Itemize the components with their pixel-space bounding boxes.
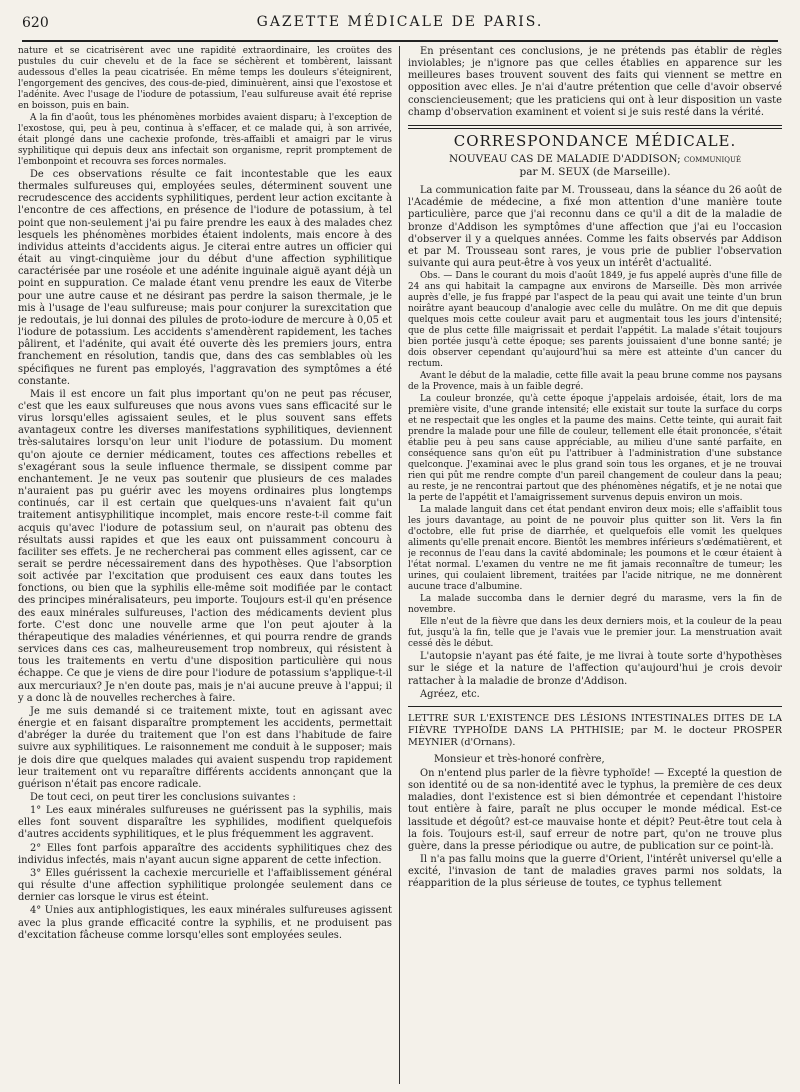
article-heading bbox=[408, 153, 782, 179]
left-column bbox=[18, 46, 392, 1084]
observation-paragraph: Obs. — Dans le courant du mois d'août 1849, je fus appelé auprès d'une fille de 24 ans qui habitait la campagne aux environs de Marseille. Dès mon arrivée auprès d'elle, je fus frappé par l'aspect de la peau qui avait une teinte d'un brun noirâtre ayant beaucoup d'analogie avec celle du mulâtre. On me dit que depuis quelques mois cette couleur avait paru et augmentait tous les jours d'intensité; que de plus cette fille maigrissait et perdait l'appétit. La malade s'était toujours bien portée jusqu'à cette époque; ses parents jouissaient d'une bonne santé; je dois observer cependant qu'aujourd'hui sa mère est atteinte d'un cancer du rectum. bbox=[408, 271, 782, 370]
observation-paragraph: La malade languit dans cet état pendant environ deux mois; elle s'affaiblit tous les jours davantage, au point de ne pouvoir plus quitter son lit. Vers la fin d'octobre, elle fut prise de diarrhée, et quelquefois elle vomit les quelques aliments qu'elle prenait encore. Bientôt les membres inférieurs s'œdématièrent, et je reconnus de l'eau dans la cavité abdominale; les poumons et le cœur étaient à l'état normal. L'examen du ventre ne me fit jamais reconnaître de tumeur; les urines, qui coulaient librement, traitées par l'acide nitrique, ne me donnèrent aucune trace d'albumine. bbox=[408, 505, 782, 593]
paragraph: De ces observations résulte ce fait incontestable que les eaux thermales sulfureuses qui, employées seules, déterminent souvent une recrudescence des accidents syphilitiques, perdent leur action excitante à l'encontre de ces affections, en présence de l'iodure de potassium, à tel point que non-seulement j'ai pu faire prendre les eaux à des malades chez lesquels les phénomènes morbides étaient indolents, mais encore à des individus atteints d'accidents aigus. Je citerai entre autres un officier qui était au vingt-cinquième jour du début d'une affection syphilitique caractérisée par une roséole et une adénite inguinale aiguë ayant déjà un point en suppuration. Ce malade étant venu prendre les eaux de Viterbe pour une autre cause et ne désirant pas perdre la saison thermale, je le mis à l'usage de l'eau sulfureuse; mais pour conjurer la surexcitation que je redoutais, je lui donnai des pilules de proto-iodure de mercure à 0,05 et l'iodure de potassium. Les accidents s'amendèrent rapidement, les taches pâlirent, et l'adénite, qui avait été ouverte dès les premiers jours, entra franchement en résolution, tandis que, dans des cas semblables où les spécifiques ne furent pas employés, l'aggravation des symptômes a été constante. bbox=[18, 169, 392, 387]
section-title: CORRESPONDANCE MÉDICALE. bbox=[453, 131, 737, 150]
conclusion-item: 3° Elles guérissent la cachexie mercurielle et l'affaiblissement général qui résulte d'une affection syphilitique prolongée seulement dans ce dernier cas lorsque le virus est éteint. bbox=[18, 867, 392, 904]
page-number: 620 bbox=[22, 15, 49, 31]
paragraph: Il n'a pas fallu moins que la guerre d'Orient, l'intérêt universel qu'elle a excité, l'invasion de tant de maladies graves parmi nos soldats, la réapparition de la plus sérieuse de toutes, ce typhus tellement bbox=[408, 854, 782, 890]
journal-title: GAZETTE MÉDICALE DE PARIS. bbox=[256, 14, 544, 30]
paragraph: nature et se cicatrisèrent avec une rapidité extraordinaire, les croûtes des pustules du cuir chevelu et de la face se séchèrent et tombèrent, laissant audessous d'elles la peau cicatrisée. En même temps les douleurs s'éteignirent, l'engorgement des gencives, des cous-de-pied, diminuèrent, ainsi que l'exostose et l'adénite. Avec l'usage de l'iodure de potassium, l'eau sulfureuse avait été reprise en boisson, puis en bain. bbox=[18, 46, 392, 111]
observation-paragraph: La malade succomba dans le dernier degré du marasme, vers la fin de novembre. bbox=[408, 594, 782, 616]
paragraph: La communication faite par M. Trousseau, dans la séance du 26 août de l'Académie de médecine, a fixé mon attention d'une manière toute particulière, parce que j'ai reconnu dans ce qu'il a dit de la maladie de bronze d'Addison les symptômes d'une affection que j'ai eu l'occasion d'observer il y a quelques années. Comme les faits observés par Addison et par M. Trousseau sont rares, je vous prie de publier l'observation suivante qui aura peut-être à vos yeux un intérêt d'actualité. bbox=[408, 185, 782, 270]
letter-title: LETTRE SUR L'EXISTENCE DES LÉSIONS INTESTINALES DITES DE LA FIÈVRE TYPHOÏDE DANS LA PHTHISIE; par M. le docteur PROSPER MEYNIER (d'Ornans). bbox=[408, 712, 782, 748]
paragraph: A la fin d'août, tous les phénomènes morbides avaient disparu; à l'exception de l'exostose, qui, peu à peu, continua à s'effacer, et ce malade qui, à son arrivée, était plongé dans une cachexie profonde, très-affaibli et amaigri par le virus syphilitique qui depuis deux ans infectait son organisme, reprit promptement de l'embonpoint et recouvra ses forces normales. bbox=[18, 113, 392, 167]
paragraph: On n'entend plus parler de la fièvre typhoïde! — Excepté la question de son identité ou de sa non-identité avec le typhus, la première de ces deux maladies, dont l'existence est si bien démontrée et cependant l'histoire tout entière à faire, paraît ne plus occuper le monde médical. Est-ce lassitude et dégoût? est-ce mauvaise honte et dépit? Peut-être tout cela à la fois. Toujours est-il, sauf erreur de notre part, qu'on ne trouve plus guère, dans la presse périodique ou autre, de publication sur ce point-là. bbox=[408, 767, 782, 852]
conclusion-item: 2° Elles font parfois apparaître des accidents syphilitiques chez des individus infectés, mais n'ayant aucun signe apparent de cette infection. bbox=[18, 842, 392, 866]
section-rule bbox=[408, 125, 782, 129]
observation-paragraph: Avant le début de la maladie, cette fille avait la peau brune comme nos paysans de la Provence, mais à un faible degré. bbox=[408, 371, 782, 393]
right-column bbox=[408, 46, 782, 1084]
article-heading-line: NOUVEAU CAS DE MALADIE D'ADDISON; communiqué bbox=[448, 153, 742, 166]
article-rule bbox=[408, 706, 782, 707]
paragraph: L'autopsie n'ayant pas été faite, je me livrai à toute sorte d'hypothèses sur le siége et la nature de l'affection qu'aujourd'hui je crois devoir rattacher à la maladie de bronze d'Addison. bbox=[408, 651, 782, 687]
page-header bbox=[22, 6, 778, 42]
observation-paragraph: Elle n'eut de la fièvre que dans les deux derniers mois, et la couleur de la peau fut, jusqu'à la fin, telle que je l'avais vue le premier jour. La menstruation avait cessé dès le début. bbox=[408, 617, 782, 650]
closing: Agréez, etc. bbox=[420, 688, 480, 700]
paragraph: En présentant ces conclusions, je ne prétends pas établir de règles inviolables; je n'ignore pas que celles établies en apparence sur les meilleures bases trouvent souvent des faits qui viennent se mettre en opposition avec elles. Je n'ai d'autre prétention que celle d'avoir observé consciencieusement; que les praticiens qui ont à leur disposition un vaste champ d'observation examinent et voient si je suis resté dans la vérité. bbox=[408, 46, 782, 118]
paragraph: Je me suis demandé si ce traitement mixte, tout en agissant avec énergie et en faisant disparaître promptement les accidents, permettait d'abréger la durée du traitement que l'on est dans l'habitude de faire suivre aux syphilitiques. Le raisonnement me conduit à le supposer; mais je dois dire que quelques malades qui avaient suspendu trop rapidement leur traitement ont vu reparaître différents accidents annonçant que la guérison n'était pas encore radicale. bbox=[18, 705, 392, 790]
paragraph: De tout ceci, on peut tirer les conclusions suivantes : bbox=[30, 791, 296, 803]
conclusion-item: 1° Les eaux minérales sulfureuses ne guérissent pas la syphilis, mais elles font souvent disparaître les syphilides, modifient quelquefois d'autres accidents syphilitiques, et le plus fréquemment les aggravent. bbox=[18, 805, 392, 841]
paragraph: Mais il est encore un fait plus important qu'on ne peut pas récuser, c'est que les eaux sulfureuses que nous avons vues sans efficacité sur le virus lorsqu'elles agissaient seules, et le plus souvent sans effets avantageux contre les diverses manifestations syphilitiques, deviennent très-salutaires lorsqu'on leur unit l'iodure de potassium. Du moment qu'on ajoute ce dernier médicament, toutes ces affections rebelles et s'exagérant sous la seule influence thermale, se dissipent comme par enchantement. Je ne veux pas soutenir que plusieurs de ces malades n'auraient pas pu guérir avec les moyens ordinaires plus longtemps continués, car il est certain que quelques-uns n'avaient fait qu'un traitement antisyphilitique incomplet, mais encore reste-t-il comme fait acquis qu'avec l'iodure de potassium seul, on n'aurait pas obtenu des résultats aussi rapides et que les eaux ont puissamment concouru à faciliter ses effets. Je ne rechercherai pas comment elles agissent, car ce serait se perdre nécessairement dans des hypothèses. Que l'absorption soit activée par l'excitation que produisent ces eaux dans toutes les fonctions, ou bien que la syphilis elle-même soit modifiée par le contact des principes minéralisateurs, peu importe. Toujours est-il qu'en présence des eaux minérales sulfureuses, l'action des médicaments devient plus forte. C'est donc une nouvelle arme que l'on peut ajouter à la thérapeutique des maladies vénériennes, et qui pourra rendre de grands services dans ces cas, malheureusement trop nombreux, qui résistent à tous les traitements en vertu d'une disposition particulière qui nous échappe. Ce que je viens de dire pour l'iodure de potassium s'applique-t-il aux mercuriaux? Je n'en doute pas, mais je n'ai aucune preuve à l'appui; il y a donc là de nouvelles recherches à faire. bbox=[18, 388, 392, 704]
column-divider bbox=[399, 46, 400, 1084]
greeting: Monsieur et très-honoré confrère, bbox=[434, 753, 605, 765]
conclusion-item: 4° Unies aux antiphlogistiques, les eaux minérales sulfureuses agissent avec la plus grande efficacité contre la syphilis, et ne produisent pas d'excitation fâcheuse comme lorsqu'elles sont employées seules. bbox=[18, 905, 392, 941]
observation-paragraph: La couleur bronzée, qu'à cette époque j'appelais ardoisée, était, lors de ma première visite, d'une grande intensité; elle existait sur toute la surface du corps et ne respectait que les ongles et la paume des mains. Cette teinte, qui aurait fait prendre la malade pour une fille de couleur, tellement elle était prononcée, s'était établie peu à peu sans cause appréciable, au milieu d'une santé parfaite, en conséquence sans qu'on eût pu l'attribuer à l'administration d'une substance quelconque. J'examinai avec le plus grand soin tous les organes, et je ne trouvai rien qui pût me rendre compte d'un pareil changement de couleur dans la peau; au reste, je ne rencontrai partout que des phénomènes négatifs, et je ne notai que la perte de l'appétit et l'amaigrissement survenus depuis environ un mois. bbox=[408, 394, 782, 504]
article-heading-author: par M. SEUX (de Marseille). bbox=[519, 166, 671, 179]
